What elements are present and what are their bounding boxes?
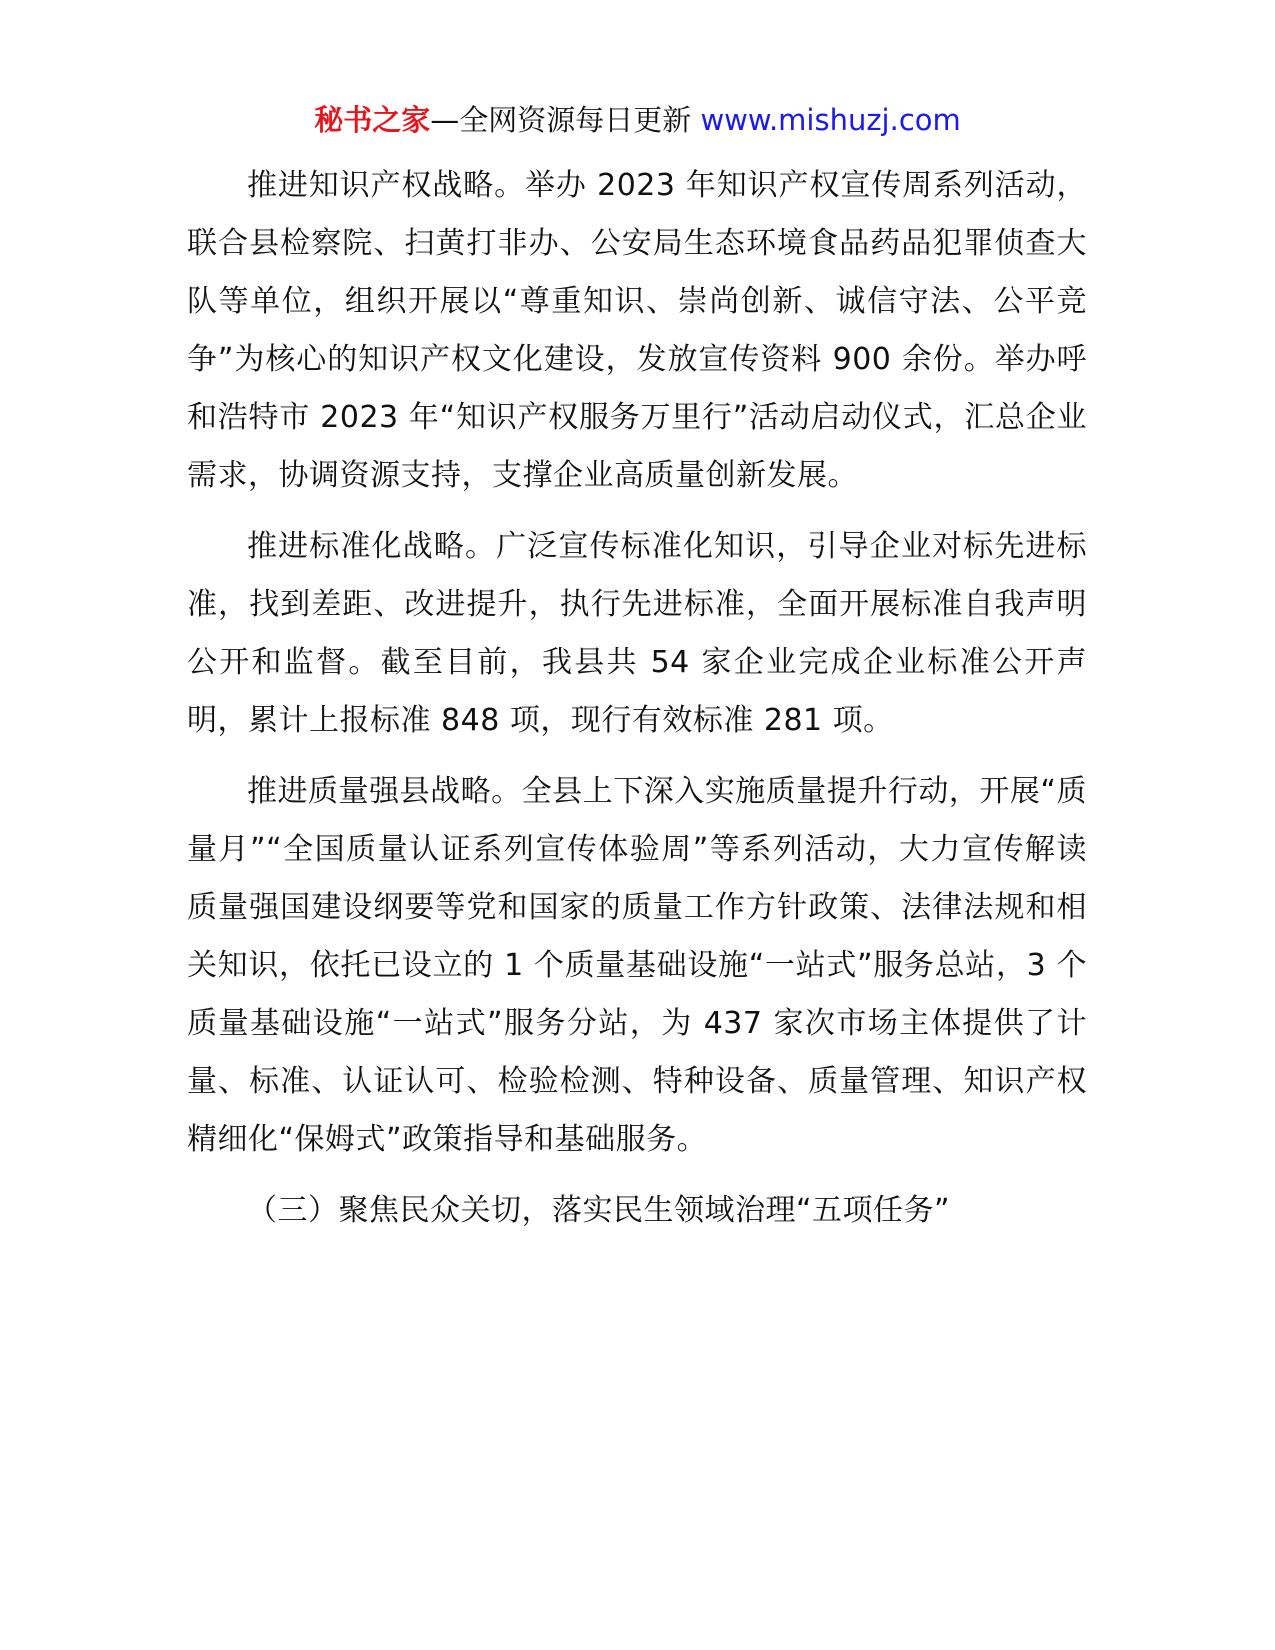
brand-name: 秘书之家 bbox=[314, 103, 431, 137]
paragraph-ip-strategy: 推进知识产权战略。举办 2023 年知识产权宣传周系列活动，联合县检察院、扫黄打非办、公安局生态环境食品药品犯罪侦查大队等单位，组织开展以“尊重知识、崇尚创新、诚信守法、公平竞争”为核心的知识产权文化建设，发放宣传资料 900 余份。举办呼和浩特市 2023 年“知识产权服务万里行”活动启动仪式，汇总企业需求，协调资源支持，支撑企业高质量创新发展。 bbox=[187, 168, 1087, 493]
site-url-link[interactable]: www.mishuzj.com bbox=[700, 103, 961, 137]
paragraph-quality-strategy: 推进质量强县战略。全县上下深入实施质量提升行动，开展“质量月”“全国质量认证系列宣传体验周”等系列活动，大力宣传解读质量强国建设纲要等党和国家的质量工作方针政策、法律法规和相关知识，依托已设立的 1 个质量基础设施“一站式”服务总站，3 个质量基础设施“一站式”服务分站，为 437 家次市场主体提供了计量、标准、认证认可、检验检测、特种设备、质量管理、知识产权精细化“保姆式”政策指导和基础服务。 bbox=[187, 774, 1087, 1157]
paragraph-standardization-strategy: 推进标准化战略。广泛宣传标准化知识，引导企业对标先进标准，找到差距、改进提升，执行先进标准，全面开展标准自我声明公开和监督。截至目前，我县共 54 家企业完成企业标准公开声明，累计上报标准 848 项，现行有效标准 281 项。 bbox=[187, 529, 1087, 738]
site-header bbox=[0, 98, 1275, 142]
header-slogan: —全网资源每日更新 bbox=[430, 103, 701, 137]
document-body bbox=[187, 157, 1087, 1240]
section-heading: （三）聚焦民众关切，落实民生领域治理“五项任务” bbox=[247, 1193, 951, 1228]
